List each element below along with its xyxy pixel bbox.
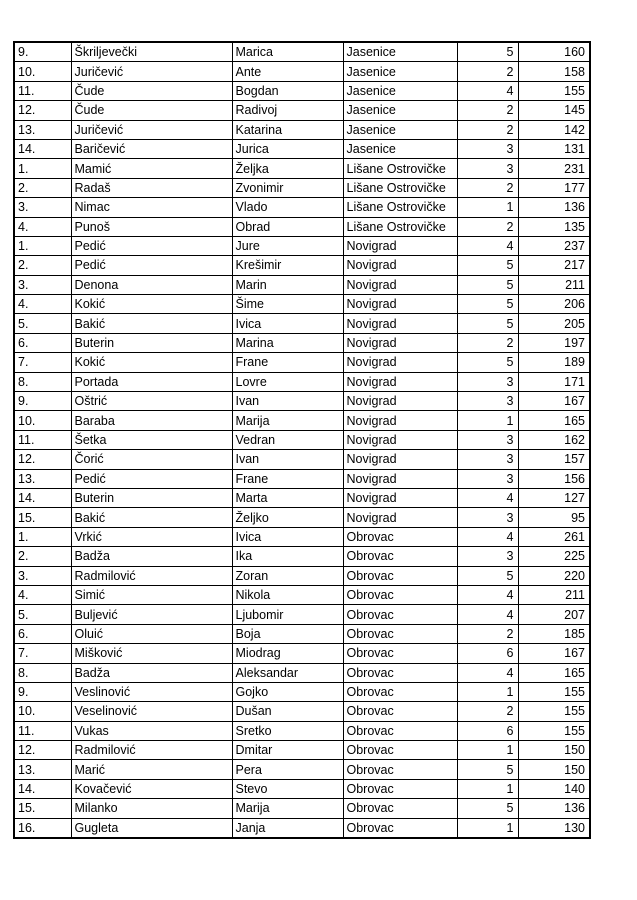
table-row (14, 178, 590, 197)
cell-row-number: 6. (14, 333, 71, 352)
cell-row-number: 5. (14, 314, 71, 333)
cell-surname: Kokić (71, 353, 232, 372)
cell-count: 3 (457, 547, 518, 566)
cell-row-number: 2. (14, 256, 71, 275)
cell-place: Novigrad (343, 411, 457, 430)
cell-row-number: 11. (14, 721, 71, 740)
cell-row-number: 7. (14, 353, 71, 372)
cell-count: 4 (457, 527, 518, 546)
cell-value: 231 (518, 159, 590, 178)
table-row (14, 159, 590, 178)
cell-surname: Radaš (71, 178, 232, 197)
cell-row-number: 9. (14, 682, 71, 701)
cell-first-name: Lovre (232, 372, 343, 391)
cell-value: 155 (518, 702, 590, 721)
cell-surname: Juričević (71, 120, 232, 139)
table-row (14, 624, 590, 643)
cell-count: 3 (457, 139, 518, 158)
cell-first-name: Marina (232, 333, 343, 352)
cell-first-name: Gojko (232, 682, 343, 701)
cell-place: Obrovac (343, 605, 457, 624)
cell-value: 206 (518, 295, 590, 314)
cell-place: Jasenice (343, 62, 457, 81)
cell-count: 2 (457, 624, 518, 643)
cell-row-number: 3. (14, 275, 71, 294)
cell-value: 217 (518, 256, 590, 275)
cell-first-name: Ante (232, 62, 343, 81)
cell-place: Obrovac (343, 566, 457, 585)
cell-place: Lišane Ostrovičke (343, 198, 457, 217)
cell-row-number: 8. (14, 372, 71, 391)
cell-place: Novigrad (343, 430, 457, 449)
cell-surname: Pedić (71, 256, 232, 275)
cell-value: 136 (518, 198, 590, 217)
cell-place: Obrovac (343, 663, 457, 682)
cell-place: Novigrad (343, 256, 457, 275)
cell-row-number: 9. (14, 392, 71, 411)
cell-count: 4 (457, 663, 518, 682)
table-row (14, 372, 590, 391)
cell-surname: Veselinović (71, 702, 232, 721)
cell-place: Jasenice (343, 42, 457, 62)
cell-row-number: 10. (14, 702, 71, 721)
cell-count: 5 (457, 799, 518, 818)
cell-count: 5 (457, 353, 518, 372)
cell-first-name: Obrad (232, 217, 343, 236)
cell-count: 3 (457, 450, 518, 469)
cell-value: 155 (518, 81, 590, 100)
cell-row-number: 14. (14, 139, 71, 158)
cell-row-number: 16. (14, 818, 71, 838)
cell-first-name: Jure (232, 236, 343, 255)
cell-place: Novigrad (343, 295, 457, 314)
cell-row-number: 1. (14, 236, 71, 255)
cell-value: 157 (518, 450, 590, 469)
cell-row-number: 13. (14, 760, 71, 779)
table-row (14, 120, 590, 139)
cell-surname: Badža (71, 547, 232, 566)
cell-first-name: Željko (232, 508, 343, 527)
cell-count: 1 (457, 779, 518, 798)
table-row (14, 256, 590, 275)
cell-count: 5 (457, 42, 518, 62)
cell-surname: Nimac (71, 198, 232, 217)
cell-surname: Buterin (71, 333, 232, 352)
cell-place: Obrovac (343, 644, 457, 663)
cell-surname: Mišković (71, 644, 232, 663)
cell-count: 5 (457, 566, 518, 585)
cell-surname: Škriljevečki (71, 42, 232, 62)
table-row (14, 741, 590, 760)
cell-surname: Buterin (71, 488, 232, 507)
cell-value: 211 (518, 275, 590, 294)
table-row (14, 198, 590, 217)
table-row (14, 799, 590, 818)
cell-count: 2 (457, 120, 518, 139)
cell-row-number: 5. (14, 605, 71, 624)
table-row (14, 430, 590, 449)
cell-count: 5 (457, 275, 518, 294)
cell-place: Novigrad (343, 488, 457, 507)
cell-value: 207 (518, 605, 590, 624)
cell-value: 189 (518, 353, 590, 372)
cell-first-name: Dmitar (232, 741, 343, 760)
cell-value: 130 (518, 818, 590, 838)
cell-count: 3 (457, 469, 518, 488)
cell-surname: Denona (71, 275, 232, 294)
cell-count: 5 (457, 295, 518, 314)
table-row (14, 585, 590, 604)
table-row (14, 275, 590, 294)
table-row (14, 547, 590, 566)
table-row (14, 508, 590, 527)
cell-place: Novigrad (343, 333, 457, 352)
cell-count: 5 (457, 256, 518, 275)
cell-surname: Kovačević (71, 779, 232, 798)
cell-surname: Buljević (71, 605, 232, 624)
table-row (14, 488, 590, 507)
cell-place: Obrovac (343, 624, 457, 643)
cell-first-name: Ika (232, 547, 343, 566)
table-row (14, 818, 590, 838)
cell-surname: Pedić (71, 236, 232, 255)
cell-count: 6 (457, 644, 518, 663)
cell-row-number: 12. (14, 741, 71, 760)
table-row (14, 392, 590, 411)
cell-place: Obrovac (343, 799, 457, 818)
cell-value: 171 (518, 372, 590, 391)
cell-surname: Radmilović (71, 566, 232, 585)
cell-surname: Milanko (71, 799, 232, 818)
cell-count: 1 (457, 741, 518, 760)
cell-place: Jasenice (343, 120, 457, 139)
cell-row-number: 11. (14, 430, 71, 449)
cell-value: 167 (518, 392, 590, 411)
cell-row-number: 10. (14, 62, 71, 81)
cell-place: Novigrad (343, 314, 457, 333)
cell-first-name: Miodrag (232, 644, 343, 663)
cell-row-number: 3. (14, 566, 71, 585)
table-row (14, 353, 590, 372)
cell-first-name: Katarina (232, 120, 343, 139)
cell-row-number: 13. (14, 469, 71, 488)
cell-count: 6 (457, 721, 518, 740)
cell-row-number: 14. (14, 779, 71, 798)
cell-count: 1 (457, 818, 518, 838)
cell-count: 2 (457, 62, 518, 81)
cell-row-number: 12. (14, 101, 71, 120)
cell-count: 3 (457, 430, 518, 449)
cell-surname: Oštrić (71, 392, 232, 411)
table-row (14, 42, 590, 62)
cell-surname: Vukas (71, 721, 232, 740)
cell-place: Obrovac (343, 682, 457, 701)
cell-first-name: Nikola (232, 585, 343, 604)
cell-first-name: Željka (232, 159, 343, 178)
cell-row-number: 15. (14, 508, 71, 527)
cell-row-number: 13. (14, 120, 71, 139)
cell-value: 197 (518, 333, 590, 352)
cell-place: Lišane Ostrovičke (343, 217, 457, 236)
cell-count: 2 (457, 217, 518, 236)
cell-count: 3 (457, 392, 518, 411)
cell-value: 185 (518, 624, 590, 643)
cell-count: 1 (457, 411, 518, 430)
cell-surname: Pedić (71, 469, 232, 488)
cell-first-name: Frane (232, 353, 343, 372)
cell-first-name: Marin (232, 275, 343, 294)
table-row (14, 139, 590, 158)
cell-surname: Baraba (71, 411, 232, 430)
cell-place: Novigrad (343, 275, 457, 294)
cell-surname: Čude (71, 81, 232, 100)
cell-first-name: Frane (232, 469, 343, 488)
cell-count: 4 (457, 488, 518, 507)
cell-row-number: 12. (14, 450, 71, 469)
cell-count: 5 (457, 760, 518, 779)
data-table (13, 41, 591, 839)
cell-row-number: 15. (14, 799, 71, 818)
cell-count: 2 (457, 333, 518, 352)
cell-first-name: Janja (232, 818, 343, 838)
cell-place: Obrovac (343, 702, 457, 721)
cell-place: Novigrad (343, 236, 457, 255)
table-row (14, 314, 590, 333)
cell-value: 135 (518, 217, 590, 236)
cell-place: Jasenice (343, 81, 457, 100)
cell-row-number: 4. (14, 585, 71, 604)
cell-surname: Punoš (71, 217, 232, 236)
cell-first-name: Vlado (232, 198, 343, 217)
cell-surname: Radmilović (71, 741, 232, 760)
cell-count: 3 (457, 508, 518, 527)
cell-first-name: Zvonimir (232, 178, 343, 197)
cell-surname: Mamić (71, 159, 232, 178)
table-row (14, 236, 590, 255)
cell-count: 2 (457, 178, 518, 197)
cell-value: 165 (518, 663, 590, 682)
cell-row-number: 14. (14, 488, 71, 507)
cell-surname: Oluić (71, 624, 232, 643)
cell-value: 136 (518, 799, 590, 818)
cell-first-name: Marija (232, 799, 343, 818)
table-row (14, 605, 590, 624)
cell-value: 150 (518, 741, 590, 760)
cell-first-name: Marija (232, 411, 343, 430)
table-row (14, 101, 590, 120)
table-row (14, 333, 590, 352)
cell-surname: Marić (71, 760, 232, 779)
cell-place: Novigrad (343, 508, 457, 527)
cell-first-name: Marta (232, 488, 343, 507)
table-row (14, 682, 590, 701)
cell-surname: Čude (71, 101, 232, 120)
cell-place: Obrovac (343, 721, 457, 740)
cell-place: Obrovac (343, 818, 457, 838)
table-row (14, 702, 590, 721)
cell-first-name: Krešimir (232, 256, 343, 275)
cell-surname: Šetka (71, 430, 232, 449)
table-row (14, 644, 590, 663)
table-row (14, 779, 590, 798)
cell-surname: Kokić (71, 295, 232, 314)
cell-count: 1 (457, 198, 518, 217)
cell-count: 4 (457, 605, 518, 624)
cell-surname: Simić (71, 585, 232, 604)
cell-place: Obrovac (343, 527, 457, 546)
table-row (14, 566, 590, 585)
cell-value: 140 (518, 779, 590, 798)
cell-surname: Baričević (71, 139, 232, 158)
cell-count: 3 (457, 159, 518, 178)
cell-value: 150 (518, 760, 590, 779)
cell-surname: Gugleta (71, 818, 232, 838)
table-row (14, 450, 590, 469)
cell-row-number: 6. (14, 624, 71, 643)
cell-surname: Vrkić (71, 527, 232, 546)
cell-value: 162 (518, 430, 590, 449)
cell-first-name: Stevo (232, 779, 343, 798)
cell-first-name: Bogdan (232, 81, 343, 100)
cell-surname: Bakić (71, 508, 232, 527)
cell-place: Obrovac (343, 779, 457, 798)
cell-row-number: 2. (14, 547, 71, 566)
cell-first-name: Sretko (232, 721, 343, 740)
cell-surname: Juričević (71, 62, 232, 81)
cell-row-number: 4. (14, 295, 71, 314)
cell-row-number: 9. (14, 42, 71, 62)
cell-first-name: Ivica (232, 314, 343, 333)
cell-place: Obrovac (343, 760, 457, 779)
cell-value: 158 (518, 62, 590, 81)
cell-surname: Bakić (71, 314, 232, 333)
table-row (14, 721, 590, 740)
cell-first-name: Jurica (232, 139, 343, 158)
table-row (14, 81, 590, 100)
cell-first-name: Ljubomir (232, 605, 343, 624)
cell-value: 142 (518, 120, 590, 139)
cell-place: Novigrad (343, 372, 457, 391)
cell-count: 1 (457, 682, 518, 701)
cell-value: 205 (518, 314, 590, 333)
cell-row-number: 7. (14, 644, 71, 663)
cell-first-name: Ivan (232, 450, 343, 469)
cell-value: 165 (518, 411, 590, 430)
cell-value: 261 (518, 527, 590, 546)
table-row (14, 62, 590, 81)
cell-first-name: Vedran (232, 430, 343, 449)
table-row (14, 663, 590, 682)
cell-place: Jasenice (343, 101, 457, 120)
cell-count: 5 (457, 314, 518, 333)
cell-value: 220 (518, 566, 590, 585)
cell-first-name: Šime (232, 295, 343, 314)
cell-row-number: 10. (14, 411, 71, 430)
cell-first-name: Pera (232, 760, 343, 779)
cell-first-name: Ivica (232, 527, 343, 546)
cell-value: 211 (518, 585, 590, 604)
cell-row-number: 1. (14, 159, 71, 178)
cell-row-number: 2. (14, 178, 71, 197)
table-row (14, 760, 590, 779)
table-body (14, 42, 590, 838)
cell-place: Lišane Ostrovičke (343, 178, 457, 197)
cell-value: 237 (518, 236, 590, 255)
cell-first-name: Dušan (232, 702, 343, 721)
cell-place: Novigrad (343, 469, 457, 488)
cell-first-name: Marica (232, 42, 343, 62)
cell-place: Novigrad (343, 450, 457, 469)
cell-count: 4 (457, 236, 518, 255)
cell-surname: Portada (71, 372, 232, 391)
cell-value: 145 (518, 101, 590, 120)
cell-count: 3 (457, 372, 518, 391)
table-row (14, 295, 590, 314)
cell-place: Jasenice (343, 139, 457, 158)
cell-place: Obrovac (343, 585, 457, 604)
cell-row-number: 4. (14, 217, 71, 236)
cell-value: 95 (518, 508, 590, 527)
cell-row-number: 1. (14, 527, 71, 546)
cell-surname: Veslinović (71, 682, 232, 701)
cell-count: 4 (457, 81, 518, 100)
cell-row-number: 3. (14, 198, 71, 217)
cell-value: 225 (518, 547, 590, 566)
cell-first-name: Radivoj (232, 101, 343, 120)
cell-surname: Badža (71, 663, 232, 682)
table-row (14, 217, 590, 236)
cell-value: 177 (518, 178, 590, 197)
cell-count: 2 (457, 702, 518, 721)
cell-first-name: Boja (232, 624, 343, 643)
cell-surname: Čorić (71, 450, 232, 469)
table-row (14, 411, 590, 430)
cell-first-name: Zoran (232, 566, 343, 585)
cell-value: 156 (518, 469, 590, 488)
cell-value: 160 (518, 42, 590, 62)
cell-place: Obrovac (343, 547, 457, 566)
table-row (14, 469, 590, 488)
cell-place: Novigrad (343, 353, 457, 372)
cell-row-number: 11. (14, 81, 71, 100)
cell-first-name: Aleksandar (232, 663, 343, 682)
cell-place: Lišane Ostrovičke (343, 159, 457, 178)
cell-value: 131 (518, 139, 590, 158)
cell-value: 155 (518, 682, 590, 701)
cell-value: 167 (518, 644, 590, 663)
cell-value: 155 (518, 721, 590, 740)
cell-place: Obrovac (343, 741, 457, 760)
cell-count: 2 (457, 101, 518, 120)
table-row (14, 527, 590, 546)
cell-first-name: Ivan (232, 392, 343, 411)
cell-place: Novigrad (343, 392, 457, 411)
cell-value: 127 (518, 488, 590, 507)
cell-row-number: 8. (14, 663, 71, 682)
cell-count: 4 (457, 585, 518, 604)
